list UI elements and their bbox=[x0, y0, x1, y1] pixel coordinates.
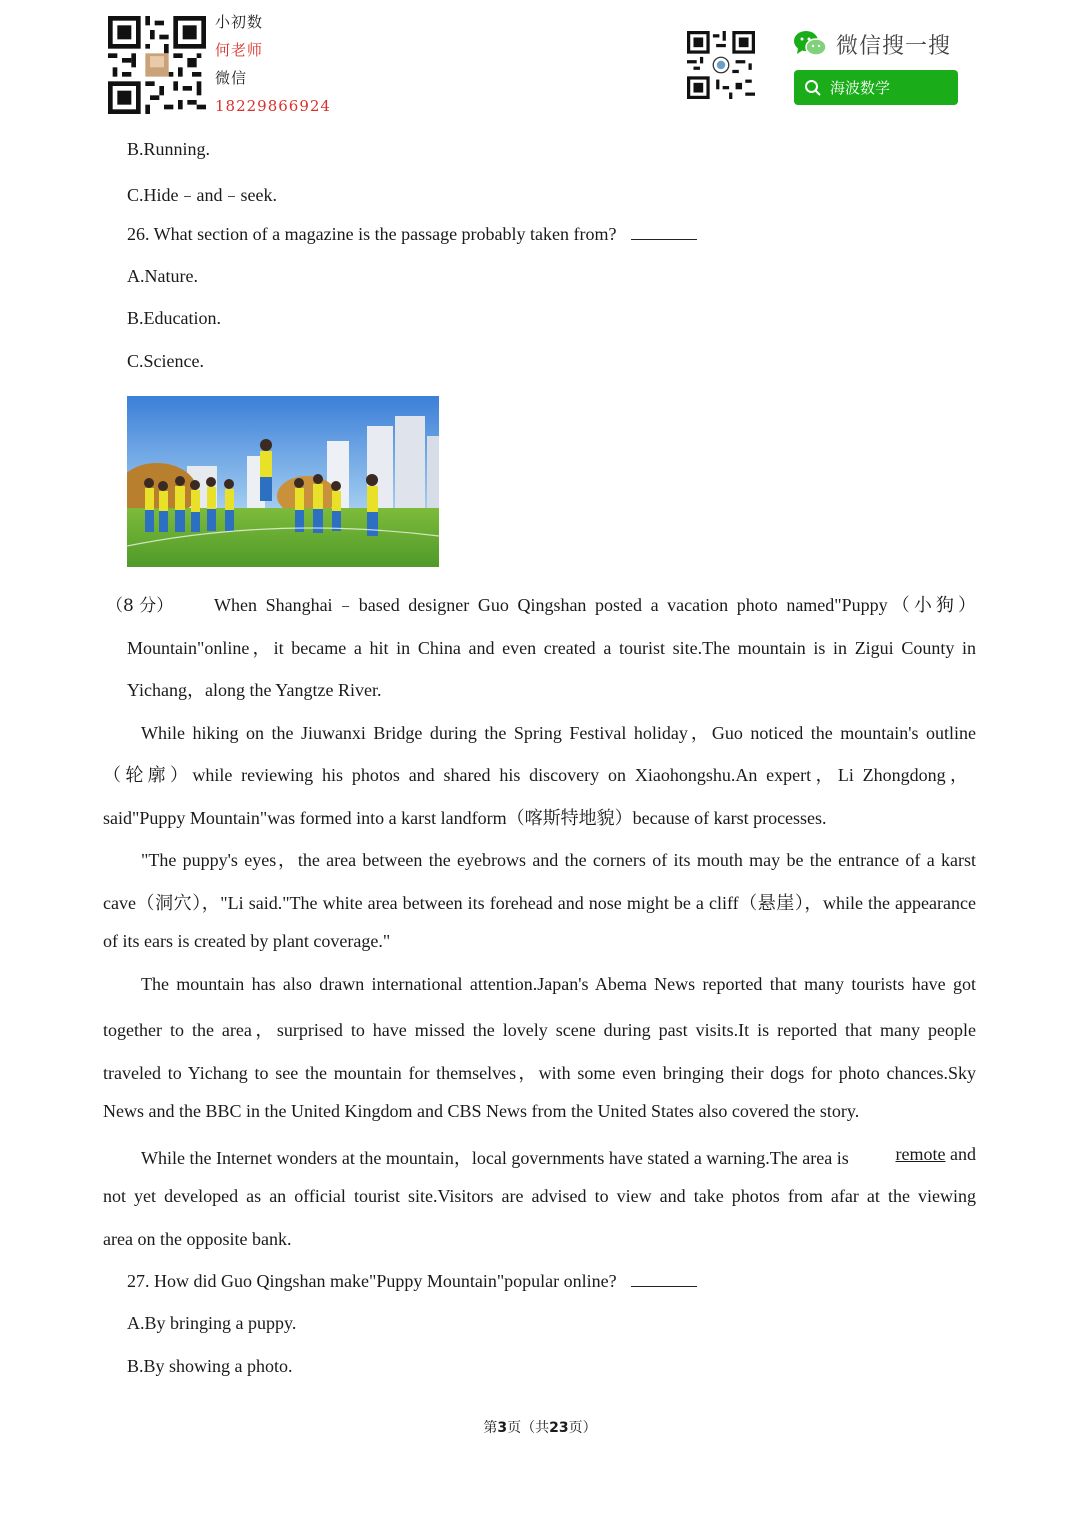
passage-score: （8 分） bbox=[106, 596, 174, 616]
q26-question-text: 26. What section of a magazine is the passage probably taken from? bbox=[127, 224, 617, 244]
q26-option-a: A.Nature. bbox=[127, 266, 198, 286]
search-label: 海波数学 bbox=[830, 79, 891, 97]
contact-line-1: 小初数 bbox=[215, 13, 264, 31]
passage-p3-line1: "The puppy's eyes，the area between the eyebrows and the corners of its mouth may be the entrance of a karst bbox=[141, 850, 976, 870]
contact-info bbox=[215, 8, 331, 120]
passage-p4-line4: News and the BBC in the United Kingdom and CBS News from the United States also covered the story. bbox=[103, 1101, 860, 1121]
teacher-qr-code bbox=[108, 16, 206, 114]
q27-option-a: A.By bringing a puppy. bbox=[127, 1313, 297, 1333]
page-number bbox=[0, 1417, 1080, 1437]
passage-p3-line2: cave（洞穴），"Li said."The white area between its forehead and nose might be a cliff（悬崖），while the appearance bbox=[103, 893, 976, 913]
search-button[interactable] bbox=[794, 70, 958, 105]
contact-phone: 18229866924 bbox=[215, 97, 331, 115]
q27-question-text: 27. How did Guo Qingshan make"Puppy Mountain"popular online? bbox=[127, 1271, 617, 1291]
passage-p4-line2: together to the area，surprised to have missed the lovely scene during past visits.It is reported that many people bbox=[103, 1020, 976, 1040]
q25-option-c: C.Hide﹣and﹣seek. bbox=[127, 185, 277, 205]
page-prefix: 第 bbox=[483, 1420, 498, 1436]
total-pages: 23 bbox=[549, 1420, 569, 1436]
q26-question bbox=[127, 224, 697, 245]
current-page: 3 bbox=[497, 1420, 508, 1436]
passage-p5-line2: not yet developed as an official tourist site.Visitors are advised to view and take photos from afar at the viewing bbox=[103, 1186, 976, 1206]
q27-option-b: B.By showing a photo. bbox=[127, 1356, 293, 1376]
passage-p3-line3: of its ears is created by plant coverage." bbox=[103, 931, 391, 951]
passage-p4-line1: The mountain has also drawn international attention.Japan's Abema News reported that many tourists have got bbox=[141, 974, 976, 994]
passage-p5-line3: area on the opposite bank. bbox=[103, 1229, 292, 1249]
page-mid: 页（共 bbox=[507, 1420, 550, 1436]
q25-option-b: B.Running. bbox=[127, 139, 211, 159]
passage-p5-line1 bbox=[141, 1144, 976, 1170]
passage-p2-line1: While hiking on the Jiuwanxi Bridge during the Spring Festival holiday，Guo noticed the mountain's outline bbox=[141, 723, 976, 743]
contact-line-3: 微信 bbox=[215, 69, 248, 87]
contact-line-2: 何老师 bbox=[215, 41, 264, 59]
passage-p2-line2: （轮廓）while reviewing his photos and shared his discovery on Xiaohongshu.An expert，Li Zhongdong， bbox=[103, 765, 968, 785]
passage-p1-line1: When Shanghai﹣based designer Guo Qingshan posted a vacation photo named"Puppy（小狗） bbox=[214, 595, 976, 615]
passage-p5-line1-after: and bbox=[950, 1144, 976, 1164]
underlined-word-remote: remote bbox=[895, 1144, 946, 1164]
search-icon bbox=[804, 79, 822, 97]
passage-p1-line3: Yichang，along the Yangtze River. bbox=[127, 680, 382, 700]
q27-answer-blank[interactable] bbox=[631, 1272, 697, 1287]
passage-p4-line3: traveled to Yichang to see the mountain for themselves，with some even bringing their dogs for photo chances.Sky bbox=[103, 1063, 976, 1083]
passage-p2-line3: said"Puppy Mountain"was formed into a karst landform（喀斯特地貌）because of karst processes. bbox=[103, 808, 827, 828]
q26-option-b: B.Education. bbox=[127, 308, 221, 328]
page-suffix: 页） bbox=[568, 1420, 597, 1436]
q26-option-c: C.Science. bbox=[127, 351, 204, 371]
wechat-search-brand: 微信搜一搜 bbox=[836, 34, 952, 59]
q27-question bbox=[127, 1271, 697, 1292]
children-playing-photo bbox=[127, 396, 439, 567]
q26-answer-blank[interactable] bbox=[631, 225, 697, 240]
wechat-logo-icon bbox=[793, 29, 827, 59]
wechat-qr-code bbox=[687, 31, 755, 99]
passage-p5-line1-before: While the Internet wonders at the mountain，local governments have stated a warning.The area is bbox=[141, 1148, 849, 1168]
passage-p1-line2: Mountain"online，it became a hit in China and even created a tourist site.The mountain is in Zigui County in bbox=[127, 638, 976, 658]
